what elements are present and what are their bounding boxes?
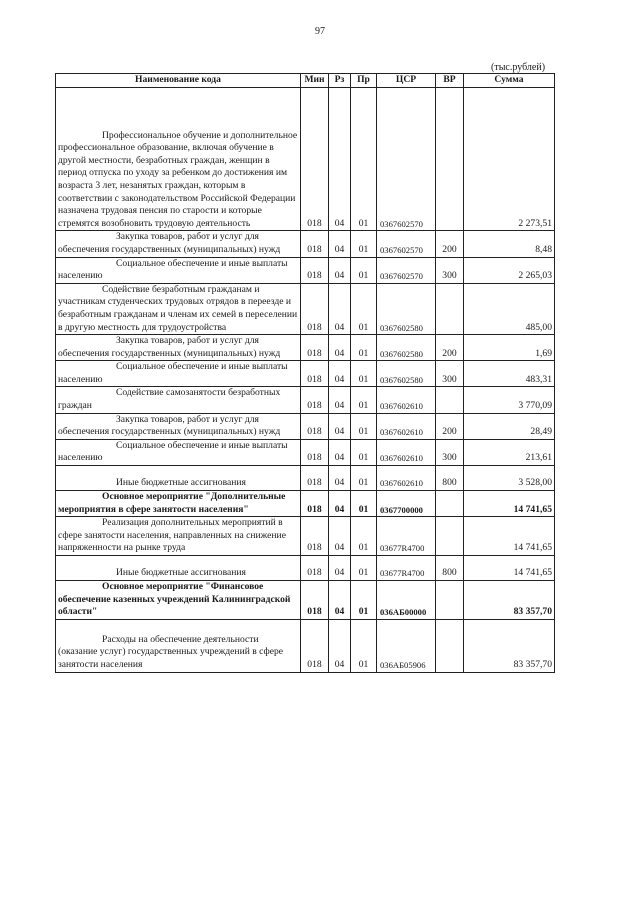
row-name: Социальное обеспечение и иные выплаты населению — [56, 361, 301, 387]
header-vr: ВР — [436, 74, 464, 88]
row-vr: 200 — [436, 335, 464, 361]
row-rz: 04 — [329, 283, 351, 334]
row-sum: 3 770,09 — [464, 387, 555, 413]
row-sum: 3 528,00 — [464, 466, 555, 491]
row-sum: 213,61 — [464, 439, 555, 465]
table-row — [56, 335, 555, 361]
row-pr: 01 — [351, 439, 377, 465]
row-name: Содействие безработным гражданам и участникам студенческих трудовых отрядов в переезде и безработным гражданам и членам их семей в переселении в другую местность для трудоустройства — [56, 283, 301, 334]
row-sum: 1,69 — [464, 335, 555, 361]
row-min: 018 — [301, 387, 329, 413]
row-min: 018 — [301, 283, 329, 334]
row-name: Закупка товаров, работ и услуг для обеспечения государственных (муниципальных) нужд — [56, 413, 301, 439]
row-min: 018 — [301, 491, 329, 517]
row-sum: 2 265,03 — [464, 257, 555, 283]
row-csr: 0367602610 — [377, 413, 436, 439]
row-pr: 01 — [351, 517, 377, 556]
row-pr: 01 — [351, 491, 377, 517]
table-row — [56, 130, 555, 231]
row-rz: 04 — [329, 387, 351, 413]
table-row — [56, 556, 555, 581]
row-pr: 01 — [351, 257, 377, 283]
row-vr — [436, 130, 464, 231]
row-min: 018 — [301, 466, 329, 491]
row-sum: 83 357,70 — [464, 581, 555, 620]
row-rz: 04 — [329, 361, 351, 387]
header-rz: Рз — [329, 74, 351, 88]
row-sum: 483,31 — [464, 361, 555, 387]
table-row — [56, 466, 555, 491]
row-rz: 04 — [329, 556, 351, 581]
row-min: 018 — [301, 231, 329, 257]
table-row — [56, 413, 555, 439]
row-pr: 01 — [351, 130, 377, 231]
row-name: Основное мероприятие "Финансовое обеспечение казенных учреждений Калининградской области" — [56, 581, 301, 620]
table-row — [56, 387, 555, 413]
row-name: Социальное обеспечение и иные выплаты населению — [56, 439, 301, 465]
row-csr: 0367602570 — [377, 257, 436, 283]
row-pr: 01 — [351, 413, 377, 439]
table-row — [56, 491, 555, 517]
row-sum: 14 741,65 — [464, 556, 555, 581]
table-row — [56, 283, 555, 334]
units-label: (тыс.рублей) — [491, 62, 546, 73]
row-csr: 0367602580 — [377, 335, 436, 361]
row-csr: 03677R4700 — [377, 517, 436, 556]
row-min: 018 — [301, 439, 329, 465]
row-vr — [436, 619, 464, 672]
row-rz: 04 — [329, 619, 351, 672]
row-csr: 0367602610 — [377, 466, 436, 491]
row-csr: 0367700000 — [377, 491, 436, 517]
row-pr: 01 — [351, 387, 377, 413]
row-pr: 01 — [351, 619, 377, 672]
row-min: 018 — [301, 556, 329, 581]
header-pr: Пр — [351, 74, 377, 88]
table-row — [56, 439, 555, 465]
row-name: Расходы на обеспечение деятельности (оказание услуг) государственных учреждений в сфере занятости населения — [56, 619, 301, 672]
row-vr: 800 — [436, 556, 464, 581]
row-csr: 036АБ05906 — [377, 619, 436, 672]
row-name: Профессиональное обучение и дополнительное профессиональное образование, включая обучение в другой местности, безработных граждан, женщин в период отпуска по уходу за ребенком до достижения им возраста 3 лет, незанятых граждан, которым в соответствии с законодательством Российской Федерации назначена трудовая пенсия по старости и которые стремятся возобновить трудовую деятельность — [56, 130, 301, 231]
row-vr — [436, 283, 464, 334]
row-name: Содействие самозанятости безработных граждан — [56, 387, 301, 413]
row-csr: 0367602610 — [377, 387, 436, 413]
row-rz: 04 — [329, 517, 351, 556]
row-rz: 04 — [329, 439, 351, 465]
row-vr — [436, 491, 464, 517]
table-row — [56, 517, 555, 556]
row-pr: 01 — [351, 283, 377, 334]
row-csr: 0367602580 — [377, 283, 436, 334]
row-min: 018 — [301, 619, 329, 672]
row-min: 018 — [301, 361, 329, 387]
table-row — [56, 231, 555, 257]
page-number: 97 — [315, 26, 325, 37]
header-csr: ЦСР — [377, 74, 436, 88]
row-vr: 200 — [436, 413, 464, 439]
row-pr: 01 — [351, 231, 377, 257]
row-min: 018 — [301, 517, 329, 556]
table-row — [56, 581, 555, 620]
row-sum: 28,49 — [464, 413, 555, 439]
row-name: Иные бюджетные ассигнования — [56, 556, 301, 581]
row-csr: 0367602580 — [377, 361, 436, 387]
row-vr — [436, 581, 464, 620]
row-vr — [436, 387, 464, 413]
row-rz: 04 — [329, 581, 351, 620]
row-csr: 03677R4700 — [377, 556, 436, 581]
row-sum: 8,48 — [464, 231, 555, 257]
table-header-row — [56, 74, 555, 88]
row-pr: 01 — [351, 335, 377, 361]
row-vr: 300 — [436, 257, 464, 283]
row-rz: 04 — [329, 257, 351, 283]
table-row — [56, 257, 555, 283]
row-pr: 01 — [351, 581, 377, 620]
row-sum: 14 741,65 — [464, 491, 555, 517]
header-min: Мин — [301, 74, 329, 88]
row-min: 018 — [301, 257, 329, 283]
row-csr: 0367602610 — [377, 439, 436, 465]
row-name: Основное мероприятие "Дополнительные мероприятия в сфере занятости населения" — [56, 491, 301, 517]
blank-row — [56, 87, 555, 130]
row-vr: 300 — [436, 439, 464, 465]
header-sum: Сумма — [464, 74, 555, 88]
row-name: Социальное обеспечение и иные выплаты населению — [56, 257, 301, 283]
row-name: Закупка товаров, работ и услуг для обеспечения государственных (муниципальных) нужд — [56, 335, 301, 361]
row-rz: 04 — [329, 130, 351, 231]
row-sum: 14 741,65 — [464, 517, 555, 556]
row-vr: 800 — [436, 466, 464, 491]
row-vr — [436, 517, 464, 556]
row-vr: 300 — [436, 361, 464, 387]
row-csr: 036АБ00000 — [377, 581, 436, 620]
row-name: Иные бюджетные ассигнования — [56, 466, 301, 491]
row-name: Реализация дополнительных мероприятий в сфере занятости населения, направленных на снижение напряженности на рынке труда — [56, 517, 301, 556]
row-csr: 0367602570 — [377, 231, 436, 257]
table-row — [56, 361, 555, 387]
row-sum: 2 273,51 — [464, 130, 555, 231]
row-rz: 04 — [329, 335, 351, 361]
row-min: 018 — [301, 413, 329, 439]
header-name: Наименование кода — [56, 74, 301, 88]
table-row — [56, 619, 555, 672]
row-pr: 01 — [351, 361, 377, 387]
row-min: 018 — [301, 581, 329, 620]
row-sum: 83 357,70 — [464, 619, 555, 672]
row-pr: 01 — [351, 466, 377, 491]
row-csr: 0367602570 — [377, 130, 436, 231]
row-min: 018 — [301, 130, 329, 231]
row-rz: 04 — [329, 231, 351, 257]
row-pr: 01 — [351, 556, 377, 581]
budget-table — [55, 73, 555, 673]
row-rz: 04 — [329, 466, 351, 491]
row-min: 018 — [301, 335, 329, 361]
row-rz: 04 — [329, 491, 351, 517]
row-sum: 485,00 — [464, 283, 555, 334]
row-vr: 200 — [436, 231, 464, 257]
row-name: Закупка товаров, работ и услуг для обеспечения государственных (муниципальных) нужд — [56, 231, 301, 257]
row-rz: 04 — [329, 413, 351, 439]
